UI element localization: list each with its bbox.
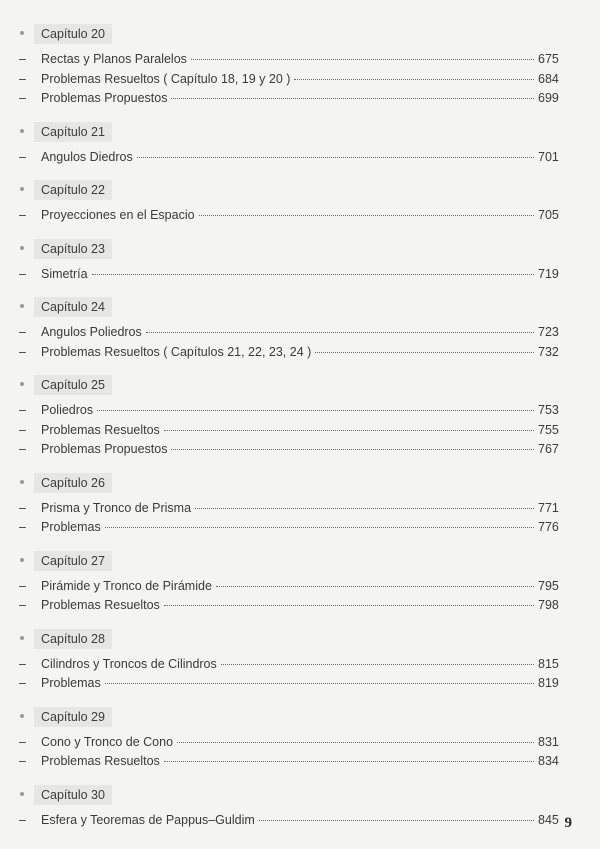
dash-marker: – bbox=[19, 598, 26, 612]
toc-entry bbox=[0, 206, 600, 226]
chapter-heading bbox=[0, 122, 600, 144]
dash-marker: – bbox=[19, 71, 26, 86]
dot-leader bbox=[195, 508, 534, 509]
dash-marker: – bbox=[19, 344, 26, 359]
entry-page: 732 bbox=[538, 344, 559, 359]
toc-entry bbox=[0, 50, 600, 70]
chapter-section bbox=[0, 239, 600, 285]
chapter-section bbox=[0, 122, 600, 168]
entry-label: Poliedros bbox=[41, 403, 94, 417]
toc-entry bbox=[0, 674, 600, 694]
bullet-icon bbox=[20, 304, 24, 308]
entry-page: 705 bbox=[538, 208, 559, 222]
entry-page: 771 bbox=[538, 500, 559, 515]
chapter-title: Capítulo 21 bbox=[34, 122, 112, 142]
dash-marker: – bbox=[19, 442, 26, 456]
chapter-section bbox=[0, 707, 600, 772]
dash-marker: – bbox=[19, 812, 26, 827]
chapter-title: Capítulo 23 bbox=[34, 239, 112, 259]
toc-entry bbox=[0, 421, 600, 441]
entry-page: 845 bbox=[538, 812, 559, 827]
dot-leader bbox=[294, 79, 534, 80]
dot-leader bbox=[315, 352, 534, 353]
chapter-title: Capítulo 25 bbox=[34, 375, 112, 395]
entry-label: Problemas Resueltos bbox=[41, 598, 160, 612]
dash-marker: – bbox=[19, 520, 26, 534]
toc-entry bbox=[0, 518, 600, 538]
entry-label: Esfera y Teoremas de Pappus–Guldim bbox=[41, 812, 255, 827]
entry-page: 753 bbox=[538, 403, 559, 417]
entry-page: 719 bbox=[538, 266, 559, 281]
dash-marker: – bbox=[19, 52, 26, 66]
chapter-title: Capítulo 20 bbox=[34, 24, 112, 44]
dash-marker: – bbox=[19, 266, 26, 281]
dash-marker: – bbox=[19, 403, 26, 417]
dot-leader bbox=[105, 683, 534, 684]
chapter-section bbox=[0, 297, 600, 362]
dash-marker: – bbox=[19, 208, 26, 222]
entry-label: Problemas Propuestos bbox=[41, 442, 168, 456]
chapter-title: Capítulo 24 bbox=[34, 297, 112, 317]
dot-leader bbox=[92, 274, 534, 275]
dash-marker: – bbox=[19, 676, 26, 690]
chapter-section bbox=[0, 629, 600, 694]
toc-entry bbox=[0, 752, 600, 772]
chapter-section bbox=[0, 375, 600, 460]
entry-page: 795 bbox=[538, 578, 559, 593]
toc-entry bbox=[0, 401, 600, 421]
chapter-heading bbox=[0, 785, 600, 807]
dash-marker: – bbox=[19, 500, 26, 515]
dash-marker: – bbox=[19, 734, 26, 749]
dot-leader bbox=[137, 157, 534, 158]
entry-page: 798 bbox=[538, 598, 559, 612]
entry-label: Problemas bbox=[41, 676, 101, 690]
chapter-section bbox=[0, 551, 600, 616]
entry-label: Prisma y Tronco de Prisma bbox=[41, 500, 192, 515]
chapter-heading bbox=[0, 297, 600, 319]
dot-leader bbox=[199, 215, 534, 216]
chapter-heading bbox=[0, 180, 600, 202]
chapter-section bbox=[0, 180, 600, 226]
chapter-heading bbox=[0, 239, 600, 261]
table-of-contents bbox=[0, 24, 600, 843]
dash-marker: – bbox=[19, 325, 26, 339]
chapter-heading bbox=[0, 551, 600, 573]
chapter-heading bbox=[0, 473, 600, 495]
toc-entry bbox=[0, 70, 600, 90]
toc-entry bbox=[0, 655, 600, 675]
dot-leader bbox=[177, 742, 534, 743]
dot-leader bbox=[97, 410, 534, 411]
dash-marker: – bbox=[19, 91, 26, 105]
bullet-icon bbox=[20, 792, 24, 796]
dot-leader bbox=[259, 820, 534, 821]
toc-entry bbox=[0, 265, 600, 285]
toc-entry bbox=[0, 89, 600, 109]
bullet-icon bbox=[20, 246, 24, 250]
dot-leader bbox=[164, 430, 534, 431]
toc-entry bbox=[0, 148, 600, 168]
page-number: 9 bbox=[564, 815, 572, 831]
dot-leader bbox=[171, 98, 534, 99]
entry-label: Problemas Resueltos bbox=[41, 422, 160, 437]
bullet-icon bbox=[20, 129, 24, 133]
chapter-title: Capítulo 28 bbox=[34, 629, 112, 649]
toc-entry bbox=[0, 733, 600, 753]
chapter-title: Capítulo 27 bbox=[34, 551, 112, 571]
dot-leader bbox=[164, 761, 534, 762]
dot-leader bbox=[216, 586, 534, 587]
dot-leader bbox=[191, 59, 534, 60]
chapter-heading bbox=[0, 629, 600, 651]
entry-label: Simetría bbox=[41, 266, 88, 281]
bullet-icon bbox=[20, 636, 24, 640]
dash-marker: – bbox=[19, 149, 26, 164]
toc-entry bbox=[0, 811, 600, 831]
toc-entry bbox=[0, 577, 600, 597]
dot-leader bbox=[146, 332, 534, 333]
toc-entry bbox=[0, 499, 600, 519]
dash-marker: – bbox=[19, 754, 26, 768]
toc-entry bbox=[0, 596, 600, 616]
entry-page: 834 bbox=[538, 754, 559, 768]
entry-label: Angulos Poliedros bbox=[41, 325, 142, 339]
entry-label: Problemas Resueltos bbox=[41, 754, 160, 768]
entry-page: 723 bbox=[538, 325, 559, 339]
entry-page: 815 bbox=[538, 656, 559, 671]
chapter-section bbox=[0, 785, 600, 831]
entry-label: Problemas Propuestos bbox=[41, 91, 168, 105]
toc-entry bbox=[0, 440, 600, 460]
bullet-icon bbox=[20, 31, 24, 35]
entry-label: Cono y Tronco de Cono bbox=[41, 734, 174, 749]
bullet-icon bbox=[20, 382, 24, 386]
entry-page: 767 bbox=[538, 442, 559, 456]
chapter-title: Capítulo 26 bbox=[34, 473, 112, 493]
entry-label: Problemas bbox=[41, 520, 101, 534]
entry-page: 684 bbox=[538, 71, 559, 86]
entry-page: 755 bbox=[538, 422, 559, 437]
chapter-heading bbox=[0, 24, 600, 46]
chapter-title: Capítulo 29 bbox=[34, 707, 112, 727]
entry-page: 831 bbox=[538, 734, 559, 749]
entry-label: Problemas Resueltos ( Capítulos 21, 22, 23, 24 ) bbox=[41, 344, 312, 359]
chapter-title: Capítulo 22 bbox=[34, 180, 112, 200]
bullet-icon bbox=[20, 714, 24, 718]
entry-label: Problemas Resueltos ( Capítulo 18, 19 y 20 ) bbox=[41, 71, 291, 86]
bullet-icon bbox=[20, 187, 24, 191]
entry-label: Angulos Diedros bbox=[41, 149, 133, 164]
dash-marker: – bbox=[19, 578, 26, 593]
dash-marker: – bbox=[19, 422, 26, 437]
chapter-section bbox=[0, 24, 600, 109]
entry-page: 699 bbox=[538, 91, 559, 105]
entry-page: 701 bbox=[538, 149, 559, 164]
chapter-section bbox=[0, 473, 600, 538]
entry-label: Pirámide y Tronco de Pirámide bbox=[41, 578, 212, 593]
entry-label: Rectas y Planos Paralelos bbox=[41, 52, 187, 66]
entry-label: Cilindros y Troncos de Cilindros bbox=[41, 656, 217, 671]
toc-entry bbox=[0, 343, 600, 363]
chapter-title: Capítulo 30 bbox=[34, 785, 112, 805]
dot-leader bbox=[171, 449, 534, 450]
dash-marker: – bbox=[19, 656, 26, 671]
entry-label: Proyecciones en el Espacio bbox=[41, 208, 195, 222]
bullet-icon bbox=[20, 558, 24, 562]
entry-page: 776 bbox=[538, 520, 559, 534]
entry-page: 675 bbox=[538, 52, 559, 66]
chapter-heading bbox=[0, 707, 600, 729]
dot-leader bbox=[164, 605, 534, 606]
entry-page: 819 bbox=[538, 676, 559, 690]
toc-entry bbox=[0, 323, 600, 343]
dot-leader bbox=[105, 527, 534, 528]
chapter-heading bbox=[0, 375, 600, 397]
dot-leader bbox=[221, 664, 534, 665]
bullet-icon bbox=[20, 480, 24, 484]
